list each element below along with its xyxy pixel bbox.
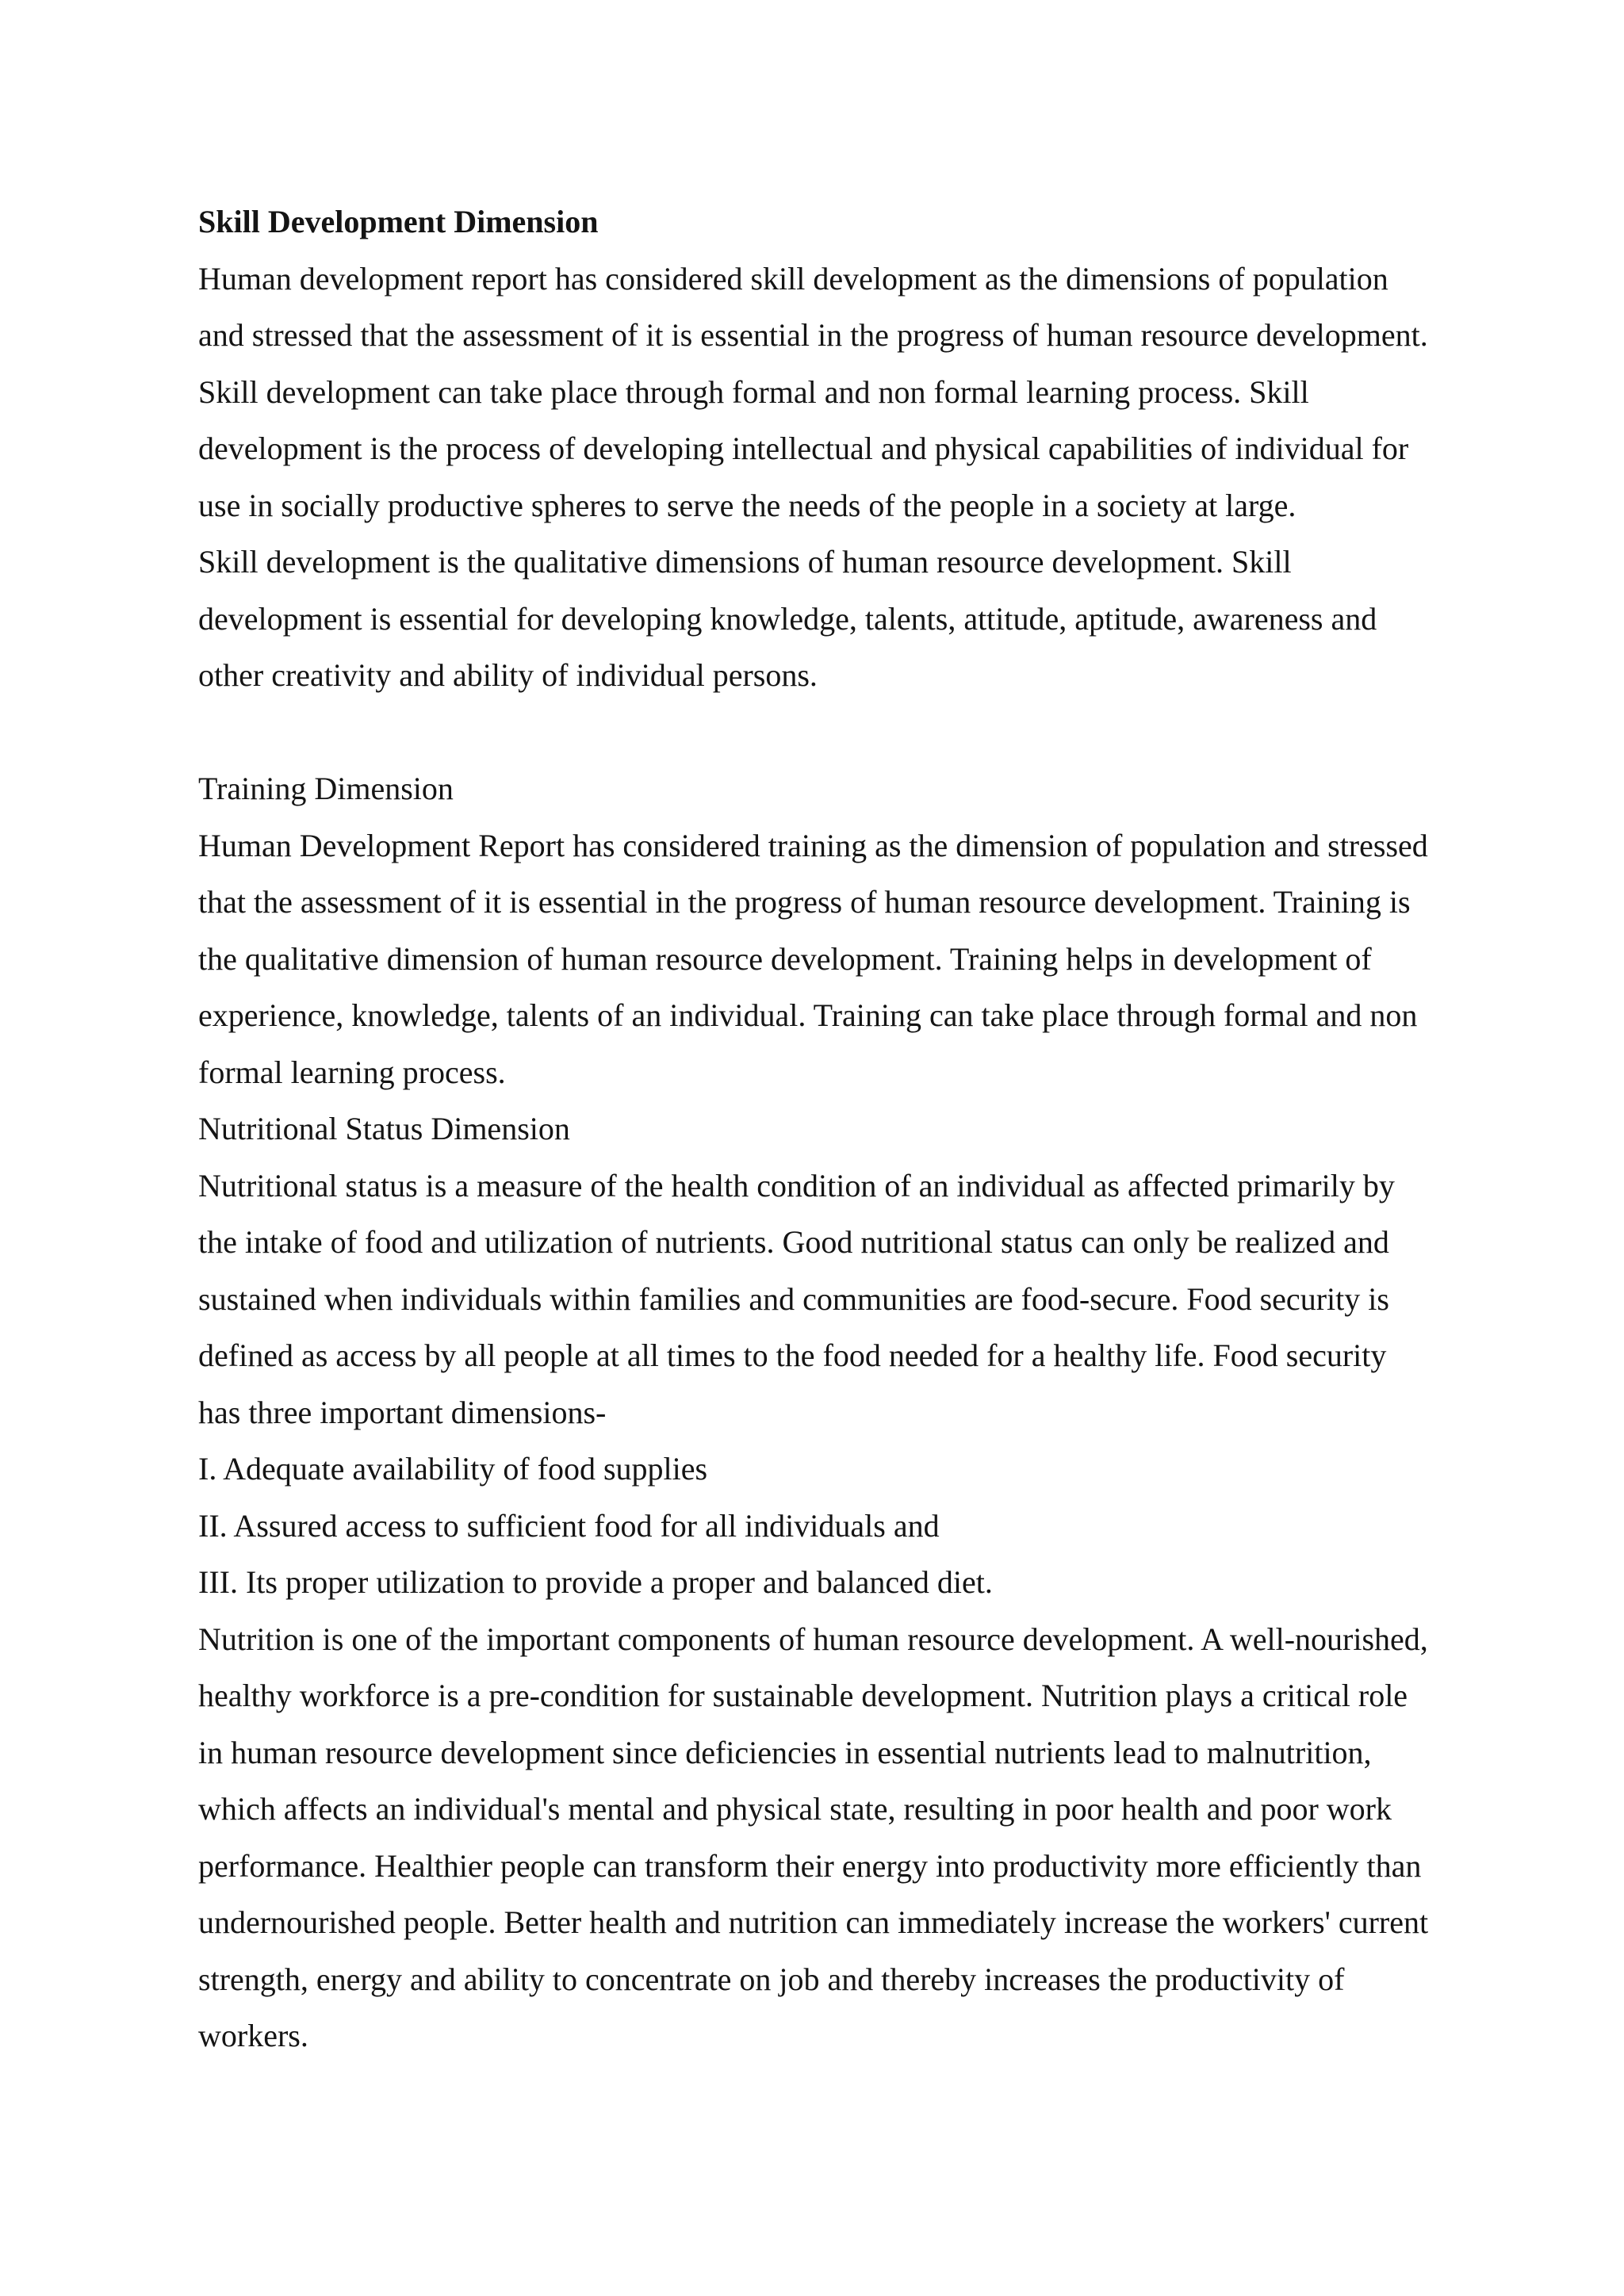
list-item: II. Assured access to sufficient food for all individuals and [198, 1507, 940, 1544]
paragraph-nutrition-2: Nutrition is one of the important components of human resource development. A well-nourished, healthy workforce is a pre-condition for sustainable development. Nutrition plays a critical role in human resource development since deficiencies in essential nutrients lead to malnutrition, which affects an individual's mental and physical state, resulting in poor health and poor work performance. Healthier people can transform their energy into productivity more efficiently than undernourished people. Better health and nutrition can immediately increase the workers' current strength, energy and ability to concentrate on job and thereby increases the productivity of workers. [198, 1621, 1429, 2053]
paragraph-spacer [198, 704, 1434, 761]
paragraph-training-1: Human Development Report has considered training as the dimension of population and stressed that the assessment of it is essential in the progress of human resource development. Training is the qualitative dimension of human resource development. Training helps in development of experience, knowledge, talents of an individual. Training can take place through formal and non formal learning process. [198, 827, 1428, 1090]
food-security-dimensions-list [198, 1441, 1434, 1611]
section-nutritional-status [198, 1100, 1434, 2064]
section-heading-skill-development: Skill Development Dimension [198, 204, 599, 239]
paragraph-skill-2: Skill development is the qualitative dimensions of human resource development. Skill development is essential for developing knowledge, talents, attitude, aptitude, awareness and other creativity and ability of individual persons. [198, 544, 1377, 693]
paragraph-nutrition-1: Nutritional status is a measure of the health condition of an individual as affected primarily by the intake of food and utilization of nutrients. Good nutritional status can only be realized and sustained when individuals within families and communities are food-secure. Food security is defined as access by all people at all times to the food needed for a healthy life. Food security has three important dimensions- [198, 1167, 1395, 1430]
section-skill-development [198, 193, 1434, 704]
section-training [198, 760, 1434, 1100]
list-item: I. Adequate availability of food supplies [198, 1451, 708, 1487]
list-item: III. Its proper utilization to provide a proper and balanced diet. [198, 1564, 993, 1600]
paragraph-skill-1: Human development report has considered skill development as the dimensions of population and stressed that the assessment of it is essential in the progress of human resource development. Skill development can take place through formal and non formal learning process. Skill development is the process of developing intellectual and physical capabilities of individual for use in socially productive spheres to serve the needs of the people in a society at large. [198, 260, 1428, 523]
section-heading-training: Training Dimension [198, 771, 454, 806]
section-heading-nutritional-status: Nutritional Status Dimension [198, 1111, 570, 1146]
